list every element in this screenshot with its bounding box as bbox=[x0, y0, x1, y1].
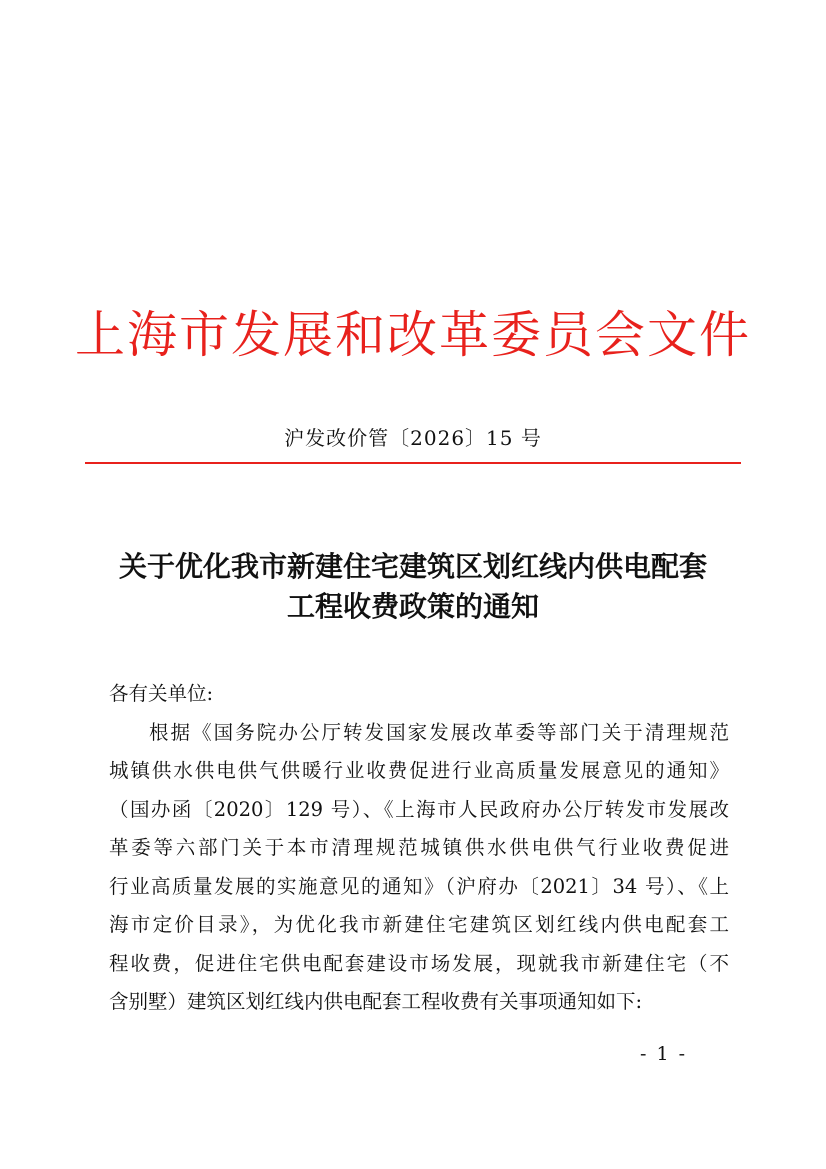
notice-title-line-2: 工程收费政策的通知 bbox=[286, 590, 539, 623]
body-line: 根据《国务院办公厅转发国家发展改革委等部门关于清理规范 bbox=[149, 720, 729, 744]
issuer-header-title: 上海市发展和改革委员会文件 bbox=[75, 306, 751, 364]
body-line: 城镇供水供电供气供暖行业收费促进行业高质量发展意见的通知》 bbox=[109, 759, 729, 782]
notice-title bbox=[0, 547, 826, 627]
document-number: 沪发改价管〔2026〕15 号 bbox=[284, 426, 542, 450]
notice-body bbox=[109, 675, 729, 1022]
body-line: 行业高质量发展的实施意见的通知》（沪府办〔2021〕34 号）、《上 bbox=[109, 874, 729, 898]
notice-title-line-1: 关于优化我市新建住宅建筑区划红线内供电配套 bbox=[118, 550, 707, 583]
page-number: - 1 - bbox=[640, 1043, 688, 1065]
body-line: （国办函〔2020〕129 号）、《上海市人民政府办公厅转发市发展改 bbox=[109, 797, 729, 821]
red-divider-line bbox=[85, 462, 741, 464]
salutation: 各有关单位: bbox=[109, 682, 214, 705]
body-line: 海市定价目录》，为优化我市新建住宅建筑区划红线内供电配套工 bbox=[109, 913, 729, 936]
body-line: 含别墅）建筑区划红线内供电配套工程收费有关事项通知如下: bbox=[109, 990, 643, 1013]
body-line: 革委等六部门关于本市清理规范城镇供水供电供气行业收费促进 bbox=[109, 836, 729, 859]
body-line: 程收费，促进住宅供电配套建设市场发展，现就我市新建住宅（不 bbox=[109, 951, 729, 975]
